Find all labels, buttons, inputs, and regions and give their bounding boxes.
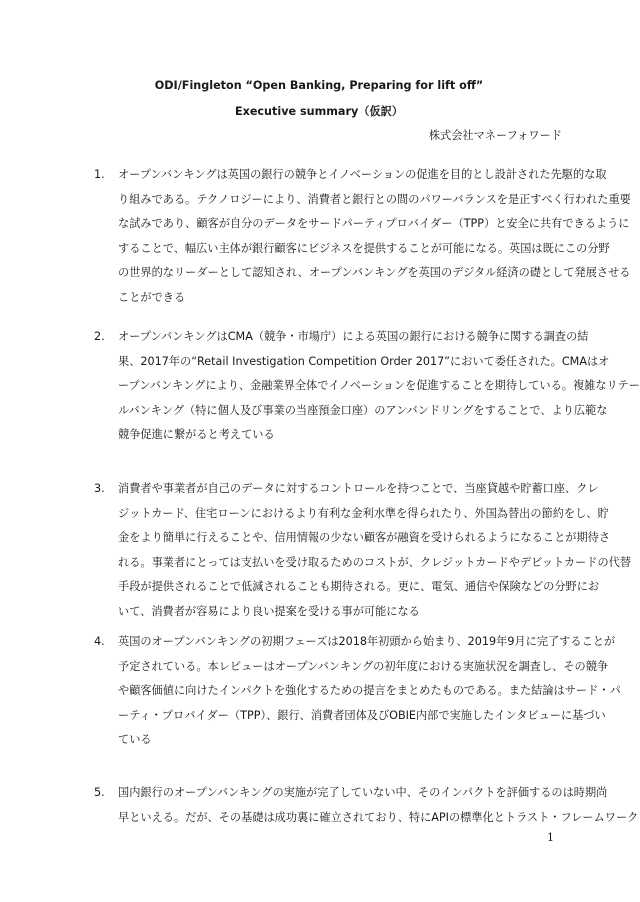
text-line: ことができる	[118, 290, 186, 304]
paragraph-body	[118, 163, 631, 310]
text-line: 手段が提供されることで低減されることも期待される。更に、電気、通信や保険などの分野にお	[118, 580, 600, 593]
text-line: 早といえる。だが、その基礎は成功裏に確立されており、特にAPIの標準化とトラスト・フレームワーク	[118, 810, 639, 824]
page-number: 1	[547, 831, 554, 844]
paragraph-number: 5.	[94, 786, 105, 799]
paragraph-body	[118, 630, 621, 753]
text-line: 競争促進に繋がると考えている	[118, 428, 275, 441]
paragraph-body	[118, 781, 639, 830]
text-line: や顧客価値に向けたインパクトを強化するための提言をまとめたものである。また結論はサード・パ	[118, 684, 621, 697]
text-line: オープンバンキングは英国の銀行の競争とイノベーションの促進を目的とし設計された先駆的な取	[118, 168, 607, 181]
text-line: 英国のオープンバンキングの初期フェーズは2018年初頭から始まり、2019年9月に完了することが	[118, 635, 616, 648]
text-line: 消費者や事業者が自己のデータに対するコントロールを持つことで、当座貸越や貯蓄口座、クレ	[118, 482, 599, 495]
paragraph-body	[118, 325, 640, 448]
text-line: ープンバンキングにより、金融業界全体でイノベーションを促進することを期待している。複雑なリテー	[118, 379, 640, 392]
text-line: ている	[118, 733, 152, 746]
text-line: ジットカード、住宅ローンにおけるより有利な金利水準を得られたり、外国為替出の節約をし、貯	[118, 506, 609, 520]
text-line: ーティ・プロバイダー（TPP）、銀行、消費者団体及びOBIE内部で実施したインタビューに基づい	[118, 708, 606, 722]
organization-name: 株式会社マネーフォワード	[428, 129, 562, 142]
document-title: ODI/Fingleton “Open Banking, Preparing for lift off”	[154, 79, 484, 92]
text-line: の世界的なリーダーとして認知され、オープンバンキングを英国のデジタル経済の礎として発展させる	[118, 266, 631, 279]
text-line: り組みである。テクノロジーにより、消費者と銀行との間のパワーバランスを是正すべく行われた重要	[118, 192, 631, 206]
paragraph-number: 1.	[94, 168, 105, 181]
paragraph-number: 3.	[94, 482, 105, 495]
paragraph-body	[118, 477, 632, 624]
text-line: 果、2017年の“Retail Investigation Competition Order 2017”において委任された。CMAはオ	[118, 354, 610, 368]
text-line: れる。事業者にとっては支払いを受け取るためのコストが、クレジットカードやデビットカードの代替	[118, 555, 632, 569]
paragraph-number: 4.	[94, 635, 105, 648]
text-line: 予定されている。本レビューはオープンバンキングの初年度における実施状況を調査し、その競争	[118, 659, 609, 673]
text-line: 金をより簡単に行えることや、信用情報の少ない顧客が融資を受けられるようになることが期待さ	[118, 531, 611, 544]
text-line: な試みであり、顧客が自分のデータをサードパーティプロバイダー（TPP）と安全に共有できるように	[118, 217, 630, 230]
text-line: することで、幅広い主体が銀行顧客にビジネスを提供することが可能になる。英国は既にこの分野	[118, 241, 610, 255]
paragraph-number: 2.	[94, 330, 105, 343]
text-line: 国内銀行のオープンバンキングの実施が完了していない中、そのインパクトを評価するのは時期尚	[118, 786, 608, 799]
text-line: オープンバンキングはCMA（競争・市場庁）による英国の銀行における競争に関する調査の結	[118, 330, 589, 343]
text-line: ルバンキング（特に個人及び事業の当座預金口座）のアンバンドリングをすることで、より広範な	[118, 403, 608, 417]
document-subtitle: Executive summary（仮訳）	[234, 105, 404, 118]
text-line: いて、消費者が容易により良い提案を受ける事が可能になる	[118, 604, 420, 618]
